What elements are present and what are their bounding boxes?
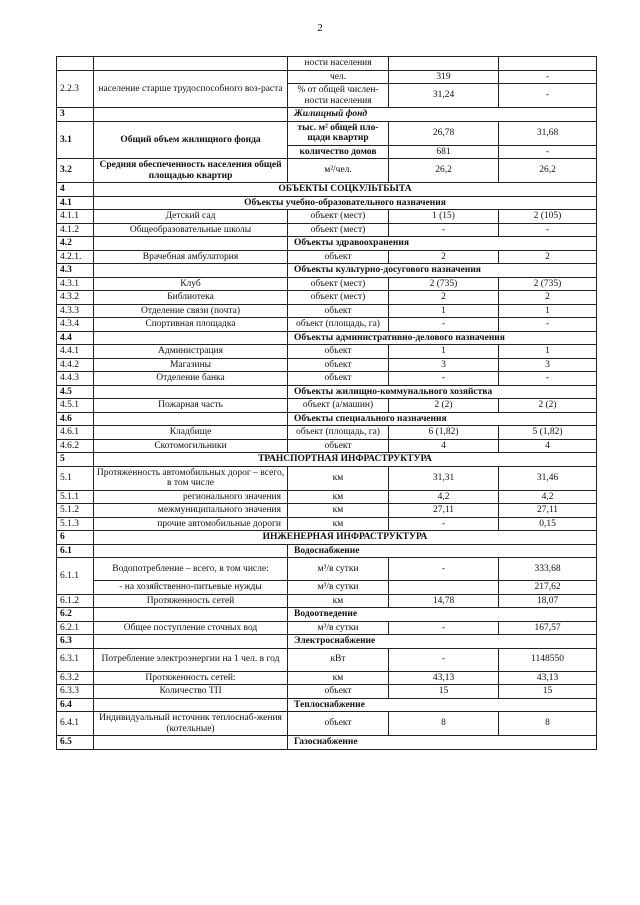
empty-cell (94, 108, 288, 122)
table-cell (94, 57, 288, 71)
indicator-name: Пожарная часть (94, 399, 288, 413)
table-row (57, 685, 597, 699)
table-row (57, 304, 597, 318)
table-row (57, 544, 597, 558)
table-row (57, 331, 597, 345)
indicator-name: население старше трудоспособного воз-раста (94, 70, 288, 108)
unit-cell: км (288, 504, 389, 518)
row-number: 4.5.1 (57, 399, 94, 413)
unit-cell: % от общей числен-ности населения (288, 84, 389, 108)
table-cell: ности населения (288, 57, 389, 71)
empty-cell (94, 264, 288, 278)
value-projected: 26,2 (499, 159, 597, 183)
unit-cell: объект (288, 345, 389, 359)
indicator-name: Общий объем жилищного фонда (94, 121, 288, 159)
row-number: 5.1.3 (57, 517, 94, 531)
unit-cell: объект (мест) (288, 277, 389, 291)
value-projected: 167,57 (499, 621, 597, 635)
value-current: 3 (389, 358, 499, 372)
subsection-title: Объекты административно-делового назначения (288, 331, 597, 345)
unit-cell: км (288, 517, 389, 531)
indicator-name: Количество ТП (94, 685, 288, 699)
table-row (57, 159, 597, 183)
value-current: 6 (1,82) (389, 426, 499, 440)
table-row (57, 426, 597, 440)
value-current (389, 581, 499, 595)
value-projected: - (499, 70, 597, 84)
table-row (57, 237, 597, 251)
indicator-name: Индивидуальный источник теплоснаб-жения (котельные) (94, 712, 288, 736)
row-number: 2.2.3 (57, 70, 94, 108)
row-number: 4.1.2 (57, 223, 94, 237)
row-number: 6.2 (57, 608, 94, 622)
unit-cell: объект (288, 685, 389, 699)
value-projected: - (499, 145, 597, 159)
row-number: 6.3.2 (57, 671, 94, 685)
indicator-name: Скотомогильники (94, 439, 288, 453)
table-row (57, 223, 597, 237)
value-current: 4,2 (389, 490, 499, 504)
table-row (57, 385, 597, 399)
value-current: - (389, 318, 499, 332)
row-number: 4 (57, 183, 94, 197)
value-projected: - (499, 223, 597, 237)
value-projected: 2 (105) (499, 210, 597, 224)
table-row (57, 594, 597, 608)
unit-cell: объект (288, 304, 389, 318)
row-number: 6.5 (57, 736, 94, 750)
value-current: - (389, 648, 499, 671)
section-title: ОБЪЕКТЫ СОЦКУЛЬТБЫТА (94, 183, 597, 197)
value-current: 4 (389, 439, 499, 453)
value-projected: 27,11 (499, 504, 597, 518)
row-number: 6.3.3 (57, 685, 94, 699)
row-number: 4.6.2 (57, 439, 94, 453)
section-title: ТРАНСПОРТНАЯ ИНФРАСТРУКТУРА (94, 453, 597, 467)
unit-cell: м³/в сутки (288, 581, 389, 595)
unit-cell: объект (мест) (288, 291, 389, 305)
row-number: 6.3 (57, 635, 94, 649)
row-number: 6.2.1 (57, 621, 94, 635)
indicator-name: Протяженность сетей (94, 594, 288, 608)
row-number: 4.2.1. (57, 250, 94, 264)
unit-cell: объект (288, 250, 389, 264)
empty-cell (94, 331, 288, 345)
value-projected: 15 (499, 685, 597, 699)
unit-cell: км (288, 671, 389, 685)
value-current: 31,31 (389, 466, 499, 490)
value-current: 43,13 (389, 671, 499, 685)
value-current: 2 (735) (389, 277, 499, 291)
empty-cell (94, 608, 288, 622)
value-projected: 1 (499, 304, 597, 318)
value-current: 681 (389, 145, 499, 159)
empty-cell (94, 385, 288, 399)
value-projected: 333,68 (499, 558, 597, 581)
table-row (57, 108, 597, 122)
indicator-name: Библиотека (94, 291, 288, 305)
value-current: 8 (389, 712, 499, 736)
value-current: 1 (389, 304, 499, 318)
table-row (57, 608, 597, 622)
empty-cell (94, 412, 288, 426)
row-number: 4.3.4 (57, 318, 94, 332)
value-projected: 18,07 (499, 594, 597, 608)
subsection-title: Объекты культурно-досугового назначения (288, 264, 597, 278)
table-cell (57, 57, 94, 71)
indicator-name: Потребление электроэнергии на 1 чел. в год (94, 648, 288, 671)
section-title: ИНЖЕНЕРНАЯ ИНФРАСТРУКТУРА (94, 531, 597, 545)
indicator-name: - на хозяйственно-питьевые нужды (94, 581, 288, 595)
row-number: 4.3.1 (57, 277, 94, 291)
subsection-title: Объекты здравоохранения (288, 237, 597, 251)
row-number: 4.4.1 (57, 345, 94, 359)
unit-cell: объект (а/машин) (288, 399, 389, 413)
row-number: 4.3 (57, 264, 94, 278)
table-row (57, 277, 597, 291)
subsection-title: Объекты учебно-образовательного назначения (94, 196, 597, 210)
row-number: 4.1.1 (57, 210, 94, 224)
table-row (57, 558, 597, 581)
row-number: 4.4.2 (57, 358, 94, 372)
row-number: 6.4.1 (57, 712, 94, 736)
value-projected: 31,68 (499, 121, 597, 145)
table-row (57, 412, 597, 426)
empty-cell (94, 635, 288, 649)
value-projected: 31,46 (499, 466, 597, 490)
value-current: 1 (15) (389, 210, 499, 224)
indicator-name: Водопотребление – всего, в том числе: (94, 558, 288, 581)
row-number: 3.2 (57, 159, 94, 183)
empty-cell (94, 698, 288, 712)
indicator-name: регионального значения (94, 490, 288, 504)
value-projected: 2 (2) (499, 399, 597, 413)
unit-cell: объект (мест) (288, 210, 389, 224)
subsection-title: Газоснабжение (288, 736, 597, 750)
value-current: 2 (2) (389, 399, 499, 413)
indicator-name: Общее поступление сточных вод (94, 621, 288, 635)
table-row (57, 372, 597, 386)
unit-cell: км (288, 594, 389, 608)
unit-cell: км (288, 466, 389, 490)
unit-cell: м³/в сутки (288, 558, 389, 581)
value-current: 1 (389, 345, 499, 359)
subsection-title: Водоснабжение (288, 544, 597, 558)
row-number: 6.1.2 (57, 594, 94, 608)
unit-cell: м²/чел. (288, 159, 389, 183)
table-row (57, 70, 597, 84)
indicator-name: Администрация (94, 345, 288, 359)
subsection-title: Теплоснабжение (288, 698, 597, 712)
unit-cell: чел. (288, 70, 389, 84)
row-number: 5 (57, 453, 94, 467)
table-row (57, 57, 597, 71)
value-current: - (389, 372, 499, 386)
unit-cell: кВт (288, 648, 389, 671)
table-cell (499, 57, 597, 71)
indicator-name: Средняя обеспеченность населения общей площадью квартир (94, 159, 288, 183)
value-current: 14,78 (389, 594, 499, 608)
value-projected: - (499, 318, 597, 332)
table-cell (389, 57, 499, 71)
value-current: 2 (389, 250, 499, 264)
empty-cell (94, 544, 288, 558)
indicators-table (56, 56, 597, 750)
value-projected: 217,62 (499, 581, 597, 595)
table-row (57, 250, 597, 264)
row-number: 6.3.1 (57, 648, 94, 671)
table-row (57, 183, 597, 197)
indicator-name: Кладбище (94, 426, 288, 440)
value-projected: 2 (499, 291, 597, 305)
subsection-title: Электроснабжение (288, 635, 597, 649)
row-number: 4.6 (57, 412, 94, 426)
row-number: 6.4 (57, 698, 94, 712)
unit-cell: тыс. м² общей пло-щади квартир (288, 121, 389, 145)
value-projected: 4 (499, 439, 597, 453)
table-row (57, 358, 597, 372)
row-number: 4.3.3 (57, 304, 94, 318)
table-row (57, 121, 597, 145)
indicator-name: Врачебная амбулатория (94, 250, 288, 264)
value-current: 2 (389, 291, 499, 305)
unit-cell: м³/в сутки (288, 621, 389, 635)
value-projected: 0,15 (499, 517, 597, 531)
subsection-title: Жилищный фонд (288, 108, 597, 122)
subsection-title: Водоотведение (288, 608, 597, 622)
value-current: - (389, 621, 499, 635)
table-row (57, 635, 597, 649)
indicator-name: Отделение связи (почта) (94, 304, 288, 318)
subsection-title: Объекты жилищно-коммунального хозяйства (288, 385, 597, 399)
value-projected: 2 (735) (499, 277, 597, 291)
value-current: - (389, 223, 499, 237)
subsection-title: Объекты специального назначения (288, 412, 597, 426)
value-projected: - (499, 372, 597, 386)
unit-cell: объект (288, 712, 389, 736)
table-row (57, 453, 597, 467)
row-number: 5.1.2 (57, 504, 94, 518)
value-current: 26,2 (389, 159, 499, 183)
value-projected: 1 (499, 345, 597, 359)
value-projected: 43,13 (499, 671, 597, 685)
value-projected: 8 (499, 712, 597, 736)
row-number: 4.4 (57, 331, 94, 345)
indicator-name: межмуниципального значения (94, 504, 288, 518)
unit-cell: объект (288, 439, 389, 453)
indicator-name: Отделение банка (94, 372, 288, 386)
value-projected: - (499, 84, 597, 108)
value-projected: 2 (499, 250, 597, 264)
value-current: - (389, 558, 499, 581)
table-row (57, 712, 597, 736)
table-row (57, 517, 597, 531)
table-row (57, 466, 597, 490)
value-projected: 1148550 (499, 648, 597, 671)
indicator-name: Детский сад (94, 210, 288, 224)
table-row (57, 345, 597, 359)
value-current: - (389, 517, 499, 531)
value-projected: 4,2 (499, 490, 597, 504)
indicator-name: Клуб (94, 277, 288, 291)
row-number: 6.1 (57, 544, 94, 558)
table-row (57, 196, 597, 210)
indicator-name: Магазины (94, 358, 288, 372)
unit-cell: объект (288, 358, 389, 372)
table-row (57, 671, 597, 685)
row-number: 6.1.1 (57, 558, 94, 595)
row-number: 5.1.1 (57, 490, 94, 504)
indicator-name: Спортивная площадка (94, 318, 288, 332)
row-number: 4.5 (57, 385, 94, 399)
unit-cell: км (288, 490, 389, 504)
unit-cell: объект (мест) (288, 223, 389, 237)
table-row (57, 291, 597, 305)
value-projected: 3 (499, 358, 597, 372)
row-number: 4.2 (57, 237, 94, 251)
table-row (57, 736, 597, 750)
unit-cell: объект (288, 372, 389, 386)
empty-cell (94, 237, 288, 251)
table-row (57, 531, 597, 545)
empty-cell (94, 736, 288, 750)
value-current: 31,24 (389, 84, 499, 108)
table-row (57, 399, 597, 413)
table-row (57, 581, 597, 595)
row-number: 4.3.2 (57, 291, 94, 305)
table-row (57, 264, 597, 278)
row-number: 6 (57, 531, 94, 545)
table-row (57, 318, 597, 332)
value-current: 26,78 (389, 121, 499, 145)
row-number: 3 (57, 108, 94, 122)
value-current: 319 (389, 70, 499, 84)
unit-cell: количество домов (288, 145, 389, 159)
table-row (57, 490, 597, 504)
table-row (57, 504, 597, 518)
row-number: 4.1 (57, 196, 94, 210)
unit-cell: объект (площадь, га) (288, 426, 389, 440)
table-row (57, 648, 597, 671)
row-number: 4.6.1 (57, 426, 94, 440)
unit-cell: объект (площадь, га) (288, 318, 389, 332)
value-current: 15 (389, 685, 499, 699)
row-number: 4.4.3 (57, 372, 94, 386)
table-row (57, 621, 597, 635)
row-number: 5.1 (57, 466, 94, 490)
indicator-name: прочие автомобильные дороги (94, 517, 288, 531)
page-number: 2 (317, 22, 323, 34)
table-row (57, 439, 597, 453)
value-projected: 5 (1,82) (499, 426, 597, 440)
table-row (57, 698, 597, 712)
indicator-name: Протяженность сетей: (94, 671, 288, 685)
indicator-name: Протяженность автомобильных дорог – всего, в том числе (94, 466, 288, 490)
value-current: 27,11 (389, 504, 499, 518)
row-number: 3.1 (57, 121, 94, 159)
indicator-name: Общеобразовательные школы (94, 223, 288, 237)
table-row (57, 210, 597, 224)
